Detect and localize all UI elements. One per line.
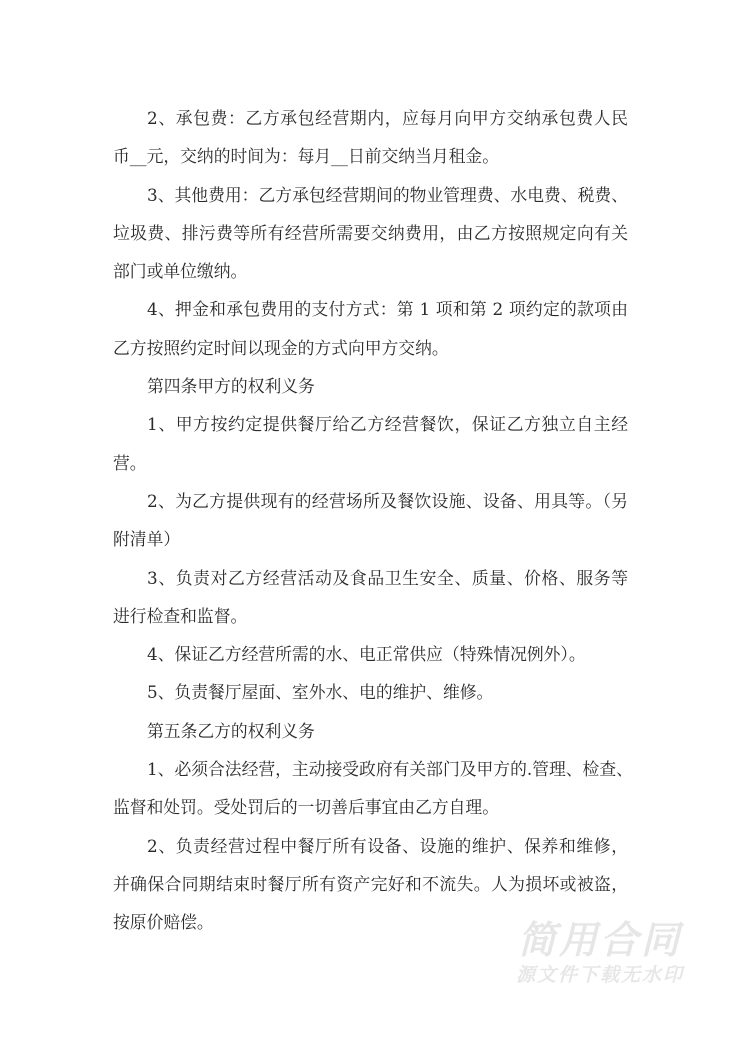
paragraph-fee	[113, 99, 628, 176]
text-line: 3、负责对乙方经营活动及食品卫生安全、质量、价格、服务等	[147, 567, 628, 588]
text-line: 按原价赔偿。	[113, 912, 214, 933]
text-line: 部门或单位缴纳。	[113, 261, 248, 282]
text-line: 营。	[113, 452, 147, 473]
text-line: 2、承包费：乙方承包经营期内，应每月向甲方交纳承包费人民	[147, 108, 628, 128]
paragraph-a4-item2	[113, 482, 628, 559]
text-line: 币__元，交纳的时间为：每月__日前交纳当月租金。	[113, 146, 499, 167]
section-heading-article-4: 第四条甲方的权利义务	[147, 376, 315, 397]
watermark-subtitle: 源文件下载无水印	[515, 964, 684, 986]
text-line: 1、必须合法经营，主动接受政府有关部门及甲方的.管理、检查、	[147, 759, 633, 780]
text-line: 2、负责经营过程中餐厅所有设备、设施的维护、保养和维修，	[147, 835, 628, 856]
paragraph-a4-item4: 4、保证乙方经营所需的水、电正常供应（特殊情况例外）。	[147, 644, 586, 665]
watermark-title: 简用合同	[517, 918, 682, 962]
text-line: 乙方按照约定时间以现金的方式向甲方交纳。	[113, 337, 449, 358]
section-heading-article-5: 第五条乙方的权利义务	[147, 720, 315, 741]
paragraph-a4-item5: 5、负责餐厅屋面、室外水、电的维护、维修。	[147, 682, 494, 703]
watermark-logo	[512, 918, 688, 988]
paragraph-payment-method	[113, 290, 628, 367]
text-line: 3、其他费用：乙方承包经营期间的物业管理费、水电费、税费、	[147, 184, 628, 205]
text-line: 进行检查和监督。	[113, 605, 248, 626]
text-line: 附清单）	[113, 529, 181, 550]
text-line: 并确保合同期结束时餐厅所有资产完好和不流失。人为损坏或被盗，	[113, 873, 628, 894]
paragraph-a4-item3	[113, 559, 628, 636]
text-line: 4、押金和承包费用的支付方式：第 1 项和第 2 项约定的款项由	[147, 299, 628, 320]
paragraph-a5-item1	[113, 750, 633, 827]
text-line: 1、甲方按约定提供餐厅给乙方经营餐饮，保证乙方独立自主经	[147, 414, 628, 435]
text-line: 垃圾费、排污费等所有经营所需要交纳费用，由乙方按照规定向有关	[113, 222, 628, 243]
text-line: 监督和处罚。受处罚后的一切善后事宜由乙方自理。	[113, 797, 499, 818]
document-page	[113, 99, 633, 942]
text-line: 2、为乙方提供现有的经营场所及餐饮设施、设备、用具等。（另	[147, 490, 628, 511]
paragraph-other-fees	[113, 176, 628, 291]
paragraph-a4-item1	[113, 405, 628, 482]
